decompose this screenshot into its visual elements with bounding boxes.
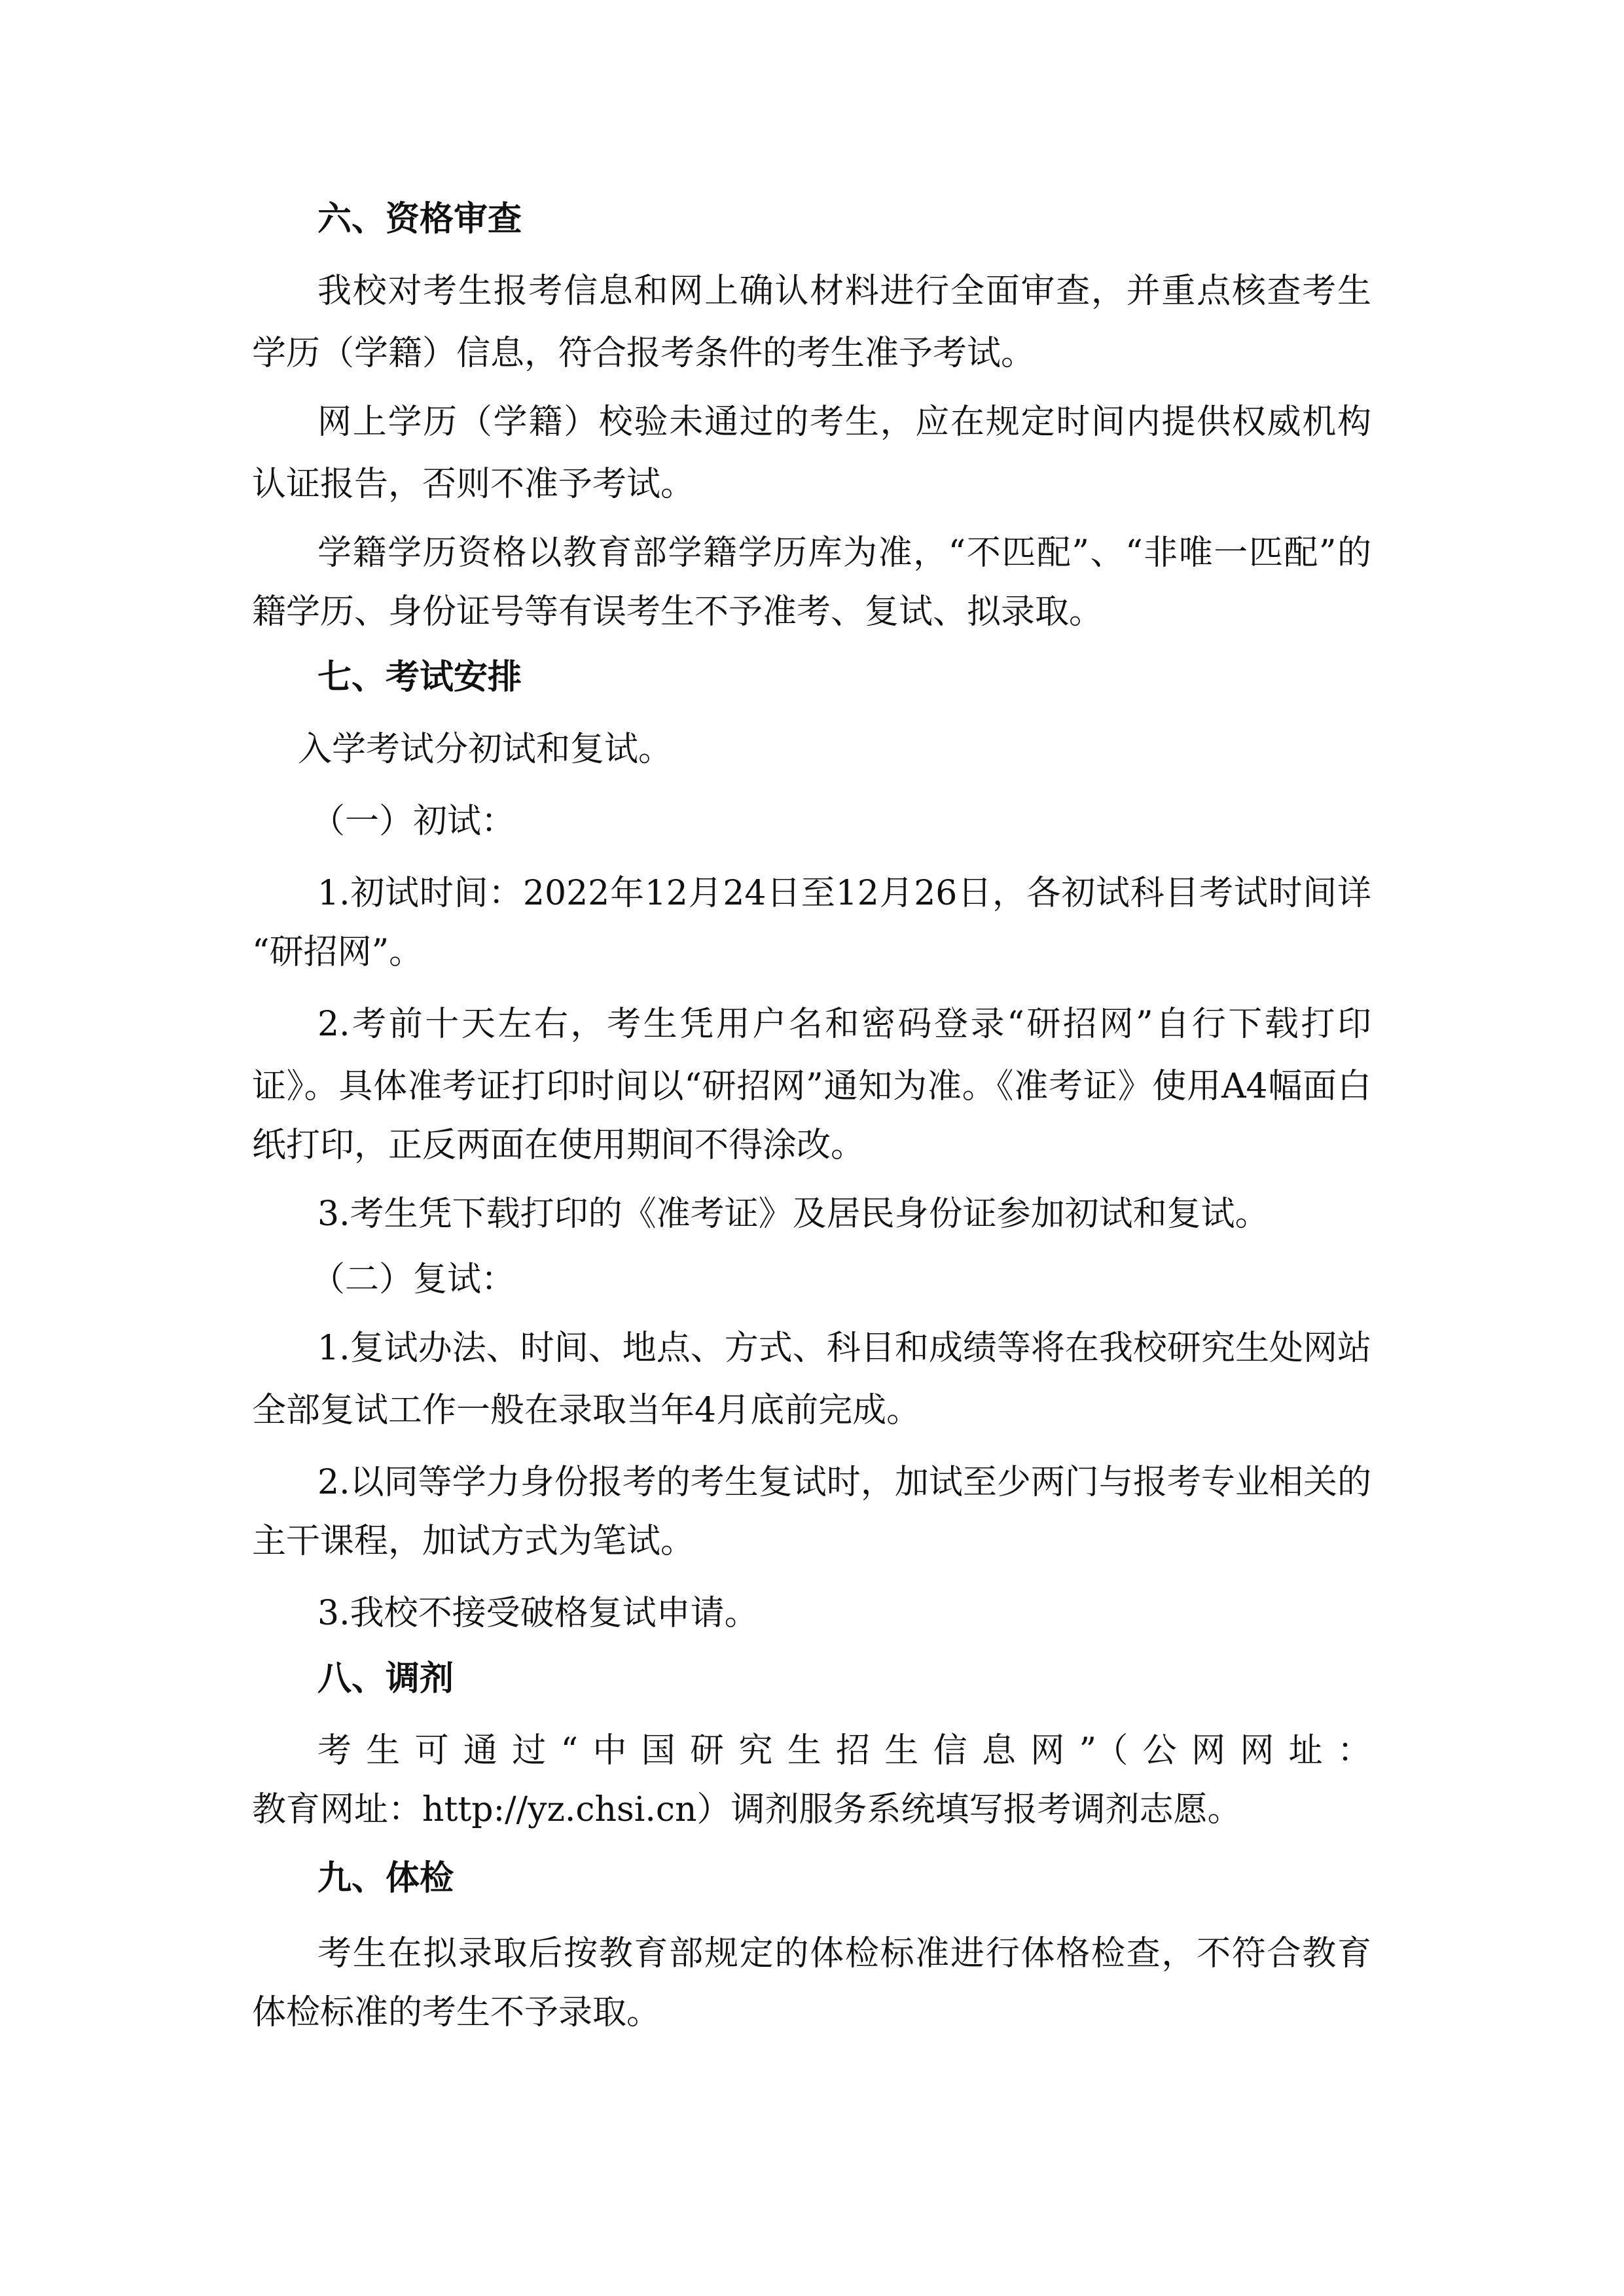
section-heading-exam-arrangement: 七、考试安排 xyxy=(317,658,522,697)
paragraph-line: 认证报告，否则不准予考试。 xyxy=(252,465,695,504)
paragraph-line: 2.以同等学力身份报考的考生复试时，加试至少两门与报考专业相关的 xyxy=(317,1463,1371,1502)
paragraph-line: 3.考生凭下载打印的《准考证》及居民身份证参加初试和复试。 xyxy=(317,1194,1269,1234)
paragraph-line: 教育网址：http://yz.chsi.cn）调剂服务系统填写报考调剂志愿。 xyxy=(252,1790,1242,1829)
paragraph-line: 全部复试工作一般在录取当年4月底前完成。 xyxy=(252,1391,921,1430)
paragraph-line: 3.我校不接受破格复试申请。 xyxy=(317,1594,759,1633)
paragraph-line: 体检标准的考生不予录取。 xyxy=(252,1993,661,2032)
section-heading-adjustment: 八、调剂 xyxy=(317,1659,454,1698)
paragraph-line: 考生在拟录取后按教育部规定的体检标准进行体格检查，不符合教育 xyxy=(317,1934,1371,1973)
paragraph-line: 1.初试时间：2022年12月24日至12月26日，各初试科目考试时间详 xyxy=(317,874,1371,913)
section-heading-qualification-review: 六、资格审查 xyxy=(317,200,522,239)
paragraph-line: “研招网”。 xyxy=(252,933,424,972)
paragraph-line: 网上学历（学籍）校验未通过的考生，应在规定时间内提供权威机构 xyxy=(317,403,1371,442)
paragraph-line: 考生可通过“中国研究生招生信息网”（公网网址： xyxy=(317,1731,1371,1770)
paragraph-line: 籍学历、身份证号等有误考生不予准考、复试、拟录取。 xyxy=(252,592,1104,632)
subsection-heading-preliminary: （一）初试： xyxy=(311,802,516,841)
paragraph-line: 我校对考生报考信息和网上确认材料进行全面审查，并重点核查考生 xyxy=(317,272,1371,311)
paragraph-line: 主干课程，加试方式为笔试。 xyxy=(252,1522,695,1561)
section-heading-physical-exam: 九、体检 xyxy=(317,1859,454,1898)
paragraph-line: 纸打印，正反两面在使用期间不得涂改。 xyxy=(252,1126,865,1165)
paragraph-line: 1.复试办法、时间、地点、方式、科目和成绩等将在我校研究生处网站 xyxy=(317,1329,1371,1368)
paragraph-line: 学历（学籍）信息，符合报考条件的考生准予考试。 xyxy=(252,334,1036,373)
paragraph-line: 入学考试分初试和复试。 xyxy=(298,730,673,769)
paragraph-line: 证》。具体准考证打印时间以“研招网”通知为准。《准考证》使用A4幅面白 xyxy=(252,1067,1371,1106)
paragraph-line: 2.考前十天左右，考生凭用户名和密码登录“研招网”自行下载打印 xyxy=(317,1005,1371,1044)
subsection-heading-retest: （二）复试： xyxy=(311,1260,516,1299)
paragraph-line: 学籍学历资格以教育部学籍学历库为准，“不匹配”、“非唯一匹配”的 xyxy=(317,533,1371,573)
